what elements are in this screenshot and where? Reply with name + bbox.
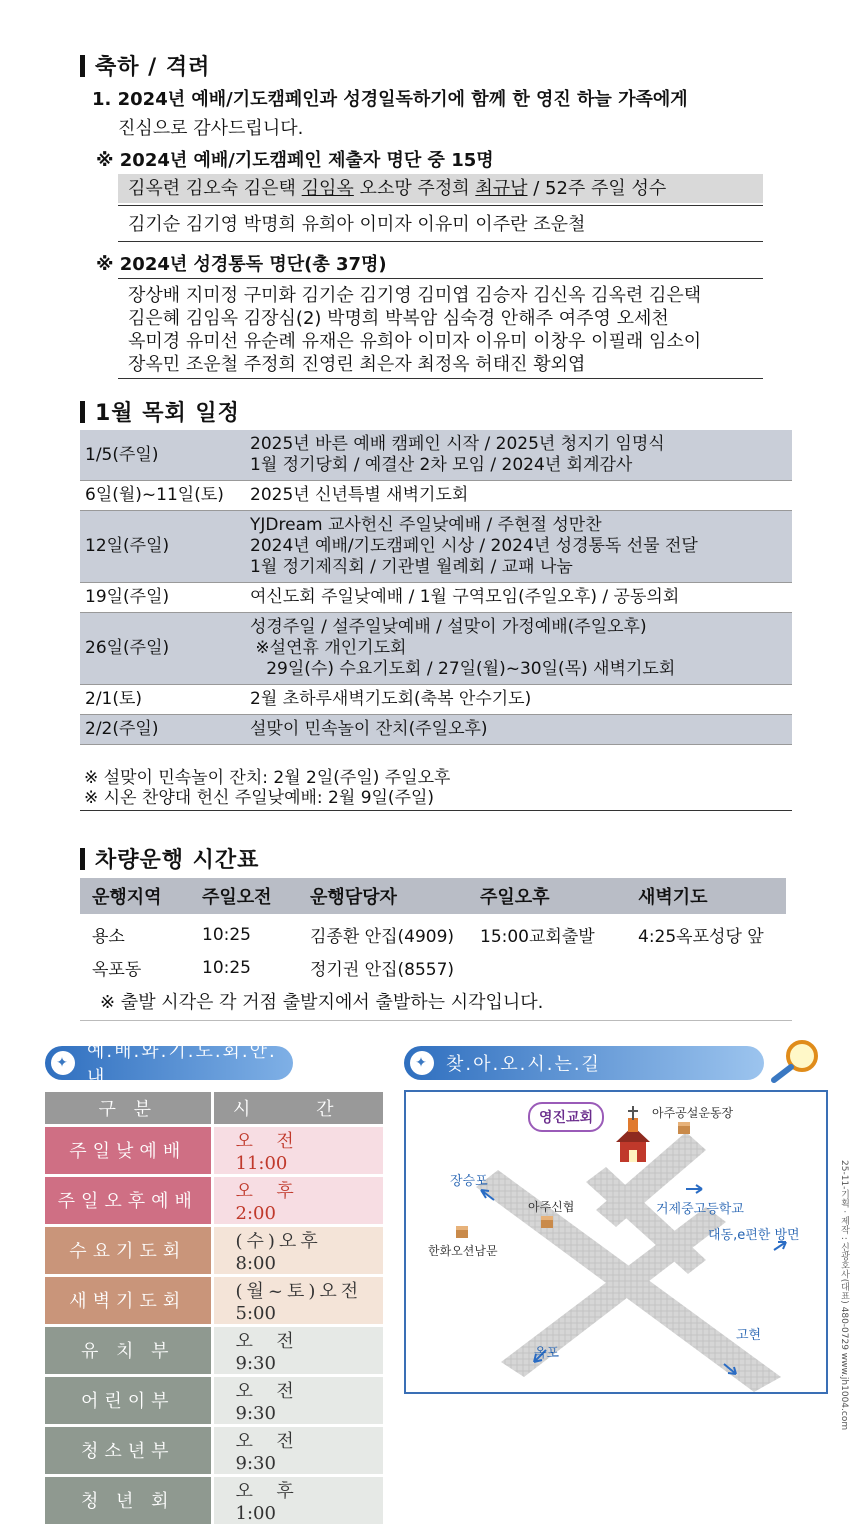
worship-time [212,1125,383,1175]
schedule-date: 19일(주일) [85,587,170,607]
worship-time-hour: 9:30 [235,1352,276,1374]
worship-time [212,1175,383,1225]
schedule-note: ※ 시온 찬양대 헌신 주일낮예배: 2월 9일(주일) [84,788,435,808]
worship-time-period: 오 전 [235,1130,298,1152]
worship-row [45,1275,383,1325]
divider [80,810,792,811]
schedule-line: 2024년 예배/기도캠페인 시상 / 2024년 성경통독 선물 전달 [250,536,698,556]
dove-icon: ✦ [51,1051,75,1075]
worship-row [45,1225,383,1275]
bible-names-line: 장옥민 조운철 주정희 진영린 최은자 최정옥 허태진 황외엽 [128,354,586,375]
worship-time-period: 오 전 [235,1380,298,1402]
celebration-line-1: 1. 2024년 예배/기도캠페인과 성경일독하기에 함께 한 영진 하늘 가족에게 [92,89,688,110]
vehicle-cell: 옥포동 [92,960,142,980]
worship-table [45,1092,383,1527]
geoje-school-label: 거제중고등학교 [656,1202,744,1217]
worship-time-period: 오 후 [235,1480,298,1502]
divider [118,205,763,206]
schedule-line: 여신도회 주일낮예배 / 1월 구역모임(주일오후) / 공동의회 [250,587,680,607]
worship-time [212,1325,383,1375]
celebration-title: 축하 / 격려 [80,50,210,81]
worship-time-period: 오 전 [235,1330,298,1352]
arrow-daedong [774,1242,786,1250]
divider [118,241,763,242]
bible-names-line: 옥미경 유미선 유순례 유재은 유희아 이미자 이유미 이창우 이필래 임소이 [128,331,702,352]
worship-row [45,1425,383,1475]
vehicle-cell: 정기권 안집(8557) [310,960,455,980]
schedule-notes [84,768,450,808]
worship-time-period: (월~토)오전 [235,1280,363,1302]
printer-credit: 25-11-기획 · 제작 : 신광호사(대표) 480-0729 www.jh1004.com [839,1160,849,1431]
worship-row [45,1375,383,1425]
schedule-content [250,715,792,744]
worship-category: 유 치 부 [45,1325,212,1375]
worship-time [212,1225,383,1275]
schedule-date: 1/5(주일) [85,444,159,465]
vehicle-title: 차량운행 시간표 [80,843,259,874]
schedule-content [250,685,792,714]
worship-time-period: 오 후 [235,1180,298,1202]
bible-header: ※ 2024년 성경통독 명단(총 37명) [96,254,387,275]
divider [118,278,763,279]
schedule-line: 설맞이 민속놀이 잔치(주일오후) [250,719,488,739]
worship-category: 수요기도회 [45,1225,212,1275]
arrow-school [686,1185,702,1193]
schedule-content [250,481,792,510]
building-icon [678,1122,690,1134]
schedule-table [80,430,792,745]
daedong-label: 대동,e편한 방면 [708,1228,800,1243]
aju-shinhyup-label: 아주신협 [528,1200,575,1214]
schedule-note: ※ 설맞이 민속놀이 잔치: 2월 2일(주일) 주일오후 [84,768,451,788]
worship-time-hour: 1:00 [235,1502,276,1524]
campaign-names-1: 김옥련 김오숙 김은택 김임옥 오소망 주정희 최규남 / 52주 주일 성수 [118,174,763,203]
vehicle-cell: 15:00교회출발 [480,927,595,947]
vehicle-cell: 용소 [92,927,125,947]
directions-banner: ✦ 찾.아.오.시.는.길 [404,1046,764,1080]
vehicle-header-cell: 주일오전 [202,887,272,908]
jangseungpo-label: 장승포 [450,1174,488,1189]
worship-time-period: 오 전 [235,1430,298,1452]
schedule-row [80,613,792,685]
directions-map [404,1090,828,1394]
schedule-content [250,430,792,480]
worship-header-category: 구 분 [45,1092,212,1125]
schedule-line: 성경주일 / 설주일낮예배 / 설맞이 가정예배(주일오후) [250,617,647,637]
building-icon [456,1226,468,1238]
schedule-row [80,511,792,583]
worship-time-hour: 2:00 [235,1202,276,1224]
church-label: 영진교회 [528,1102,604,1132]
vehicle-row [80,951,786,984]
worship-time-hour: 9:30 [235,1402,276,1424]
worship-row [45,1475,383,1525]
dove-icon: ✦ [410,1051,434,1075]
vehicle-header-cell: 주일오후 [480,887,550,908]
schedule-line: 2025년 신년특별 새벽기도회 [250,485,469,505]
worship-category: 청소년부 [45,1425,212,1475]
worship-time [212,1275,383,1325]
schedule-title: 1월 목회 일정 [80,396,240,427]
vehicle-header-row [80,878,786,914]
bible-names [118,282,763,378]
worship-time-period: (수)오후 [235,1230,322,1252]
schedule-line: 29일(수) 수요기도회 / 27일(월)~30일(목) 새벽기도회 [250,659,676,679]
worship-time-hour: 5:00 [235,1302,276,1324]
celebration-line-2: 진심으로 감사드립니다. [118,118,304,139]
schedule-line: 2월 초하루새벽기도회(축복 안수기도) [250,689,532,709]
campaign-names-2: 김기순 김기영 박명희 유희아 이미자 이유미 이주란 조운철 [128,214,586,235]
worship-category: 새벽기도회 [45,1275,212,1325]
divider [118,378,763,379]
worship-header-time: 시 간 [212,1092,383,1125]
schedule-date: 26일(주일) [85,638,170,658]
bible-names-line: 김은혜 김임옥 김장심(2) 박명희 박복암 심숙경 안해주 여주영 오세천 [128,308,669,329]
worship-category: 어린이부 [45,1375,212,1425]
bible-names-line: 장상배 지미정 구미화 김기순 김기영 김미엽 김승자 김신옥 김옥련 김은택 [128,285,702,306]
worship-header-row [45,1092,383,1125]
worship-time [212,1425,383,1475]
schedule-row [80,430,792,481]
schedule-date: 12일(주일) [85,536,170,556]
vehicle-row [80,918,786,951]
vehicle-cell: 10:25 [202,924,251,945]
campaign-header: ※ 2024년 예배/기도캠페인 제출자 명단 중 15명 [96,150,494,171]
vehicle-header-cell: 운행지역 [92,887,162,908]
worship-time-hour: 11:00 [235,1152,288,1174]
building-icon [541,1216,553,1228]
gohyeon-label: 고현 [736,1328,762,1343]
vehicle-cell: 4:25옥포성당 앞 [638,927,764,947]
schedule-row [80,583,792,613]
worship-banner: ✦ 예.배.와.기.도.회.안.내 [45,1046,293,1080]
worship-row [45,1125,383,1175]
worship-category: 주일낮예배 [45,1125,212,1175]
schedule-line: 1월 정기당회 / 예결산 2차 모임 / 2024년 회계감사 [250,455,633,475]
worship-time-hour: 8:00 [235,1252,276,1274]
worship-row [45,1175,383,1225]
schedule-date: 2/1(토) [85,689,143,709]
worship-time-hour: 9:30 [235,1452,276,1474]
hanwha-label: 한화오션남문 [428,1244,498,1258]
magnifier-icon [766,1036,826,1086]
schedule-content [250,613,792,684]
okpo-label: 옥포 [534,1346,560,1361]
vehicle-table [80,878,786,984]
stadium-label: 아주공설운동장 [652,1106,734,1120]
schedule-line: 2025년 바른 예배 캠페인 시작 / 2025년 청지기 임명식 [250,434,665,454]
schedule-line: ※설연휴 개인기도회 [250,638,407,658]
schedule-date: 2/2(주일) [85,719,159,739]
vehicle-cell: 10:25 [202,957,251,978]
schedule-row [80,685,792,715]
church-icon [616,1106,650,1162]
schedule-content [250,511,792,582]
divider [80,1020,792,1021]
schedule-date: 6일(월)~11일(토) [85,485,224,505]
vehicle-note: ※ 출발 시각은 각 거점 출발지에서 출발하는 시각입니다. [100,992,544,1013]
schedule-line: 1월 정기제직회 / 기관별 월례회 / 교패 나눔 [250,557,573,577]
worship-time [212,1375,383,1425]
vehicle-header-cell: 운행담당자 [310,887,397,908]
schedule-content [250,583,792,612]
worship-time [212,1475,383,1525]
worship-category: 청 년 회 [45,1475,212,1525]
schedule-row [80,481,792,511]
schedule-row [80,715,792,745]
vehicle-cell: 김종환 안집(4909) [310,927,455,947]
worship-row [45,1325,383,1375]
schedule-line: YJDream 교사헌신 주일낮예배 / 주현절 성만찬 [250,515,602,535]
worship-category: 주일오후예배 [45,1175,212,1225]
vehicle-header-cell: 새벽기도 [638,887,708,908]
